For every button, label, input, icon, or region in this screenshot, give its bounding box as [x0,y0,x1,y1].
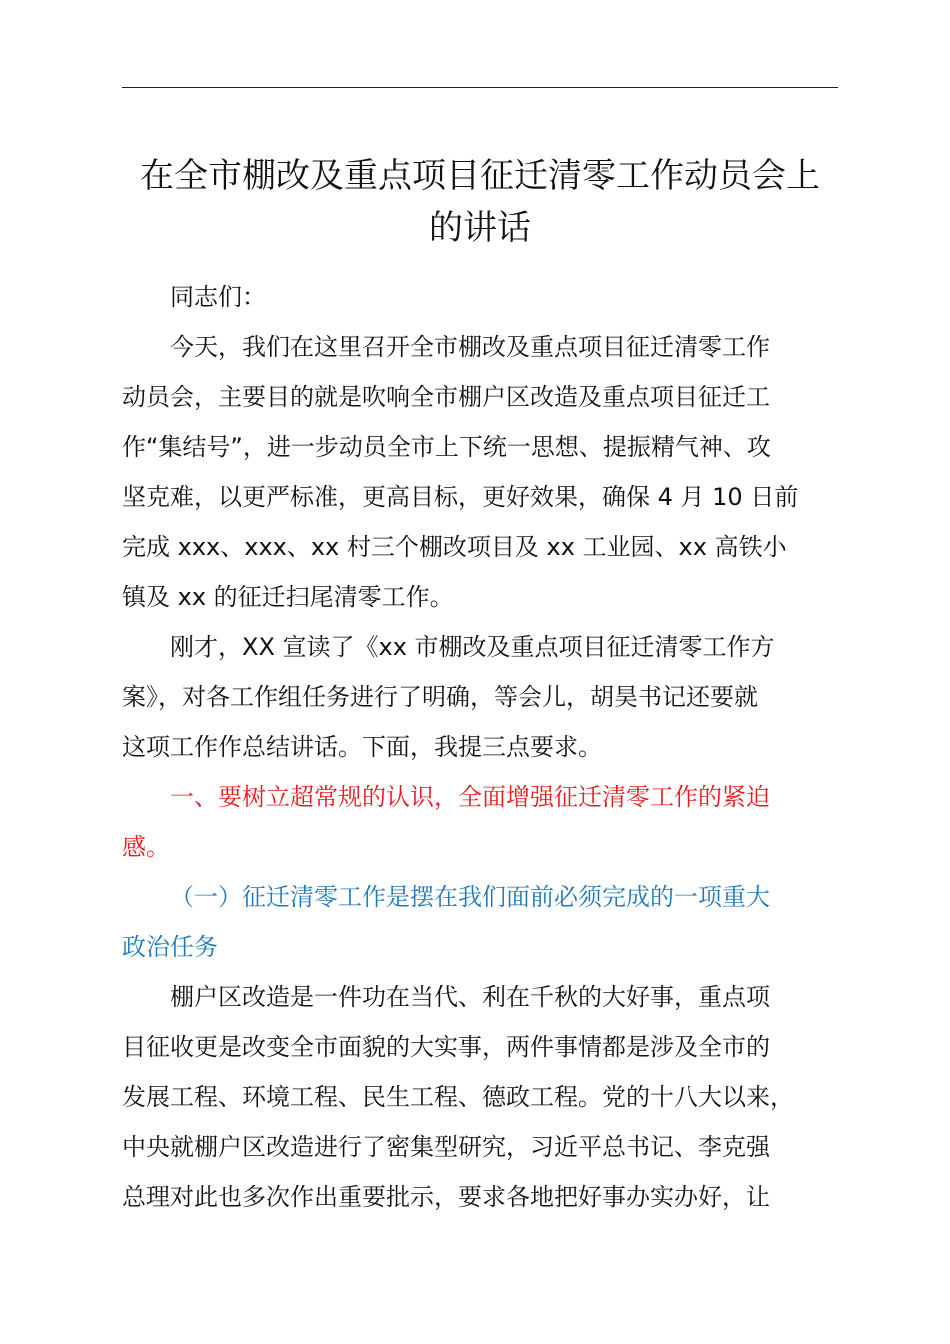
text-line: 坚克难，以更严标准，更高目标，更好效果，确保 4 月 10 日前 [122,483,799,511]
paragraph-intro [122,322,842,622]
salutation: 同志们： [170,283,266,311]
text-line: 目征收更是改变全市面貌的大实事，两件事情都是涉及全市的 [122,1033,770,1061]
text-line: 今天，我们在这里召开全市棚改及重点项目征迁清零工作 [170,333,770,361]
heading-line: （一）征迁清零工作是摆在我们面前必须完成的一项重大 [170,883,770,911]
title-line: 的讲话 [429,208,531,248]
heading-line: 感。 [122,833,170,861]
text-line: 刚才，XX 宣读了《xx 市棚改及重点项目征迁清零工作方 [170,633,775,661]
header-rule [122,87,838,88]
text-line: 镇及 xx 的征迁扫尾清零工作。 [122,583,454,611]
heading-line: 一、要树立超常规的认识，全面增强征迁清零工作的紧迫 [170,783,770,811]
text-line: 完成 xxx、xxx、xx 村三个棚改项目及 xx 工业园、xx 高铁小 [122,533,787,561]
heading-line: 政治任务 [122,933,218,961]
section-heading-1 [122,772,842,872]
paragraph-plan [122,622,842,772]
text-line: 作“集结号”，进一步动员全市上下统一思想、提振精气神、攻 [122,433,771,461]
text-line: 总理对此也多次作出重要批示，要求各地把好事办实办好，让 [122,1183,770,1211]
text-line: 发展工程、环境工程、民生工程、德政工程。党的十八大以来， [122,1083,794,1111]
text-line: 动员会，主要目的就是吹响全市棚户区改造及重点项目征迁工 [122,383,770,411]
document-body [122,272,842,1222]
paragraph-shantytown [122,972,842,1222]
text-line: 棚户区改造是一件功在当代、利在千秋的大好事，重点项 [170,983,770,1011]
document-title [122,150,838,254]
subsection-heading-1 [122,872,842,972]
text-line: 这项工作作总结讲话。下面，我提三点要求。 [122,733,602,761]
text-line: 案》，对各工作组任务进行了明确，等会儿，胡昊书记还要就 [122,683,758,711]
text-line: 中央就棚户区改造进行了密集型研究，习近平总书记、李克强 [122,1133,770,1161]
title-line: 在全市棚改及重点项目征迁清零工作动员会上 [140,156,820,196]
